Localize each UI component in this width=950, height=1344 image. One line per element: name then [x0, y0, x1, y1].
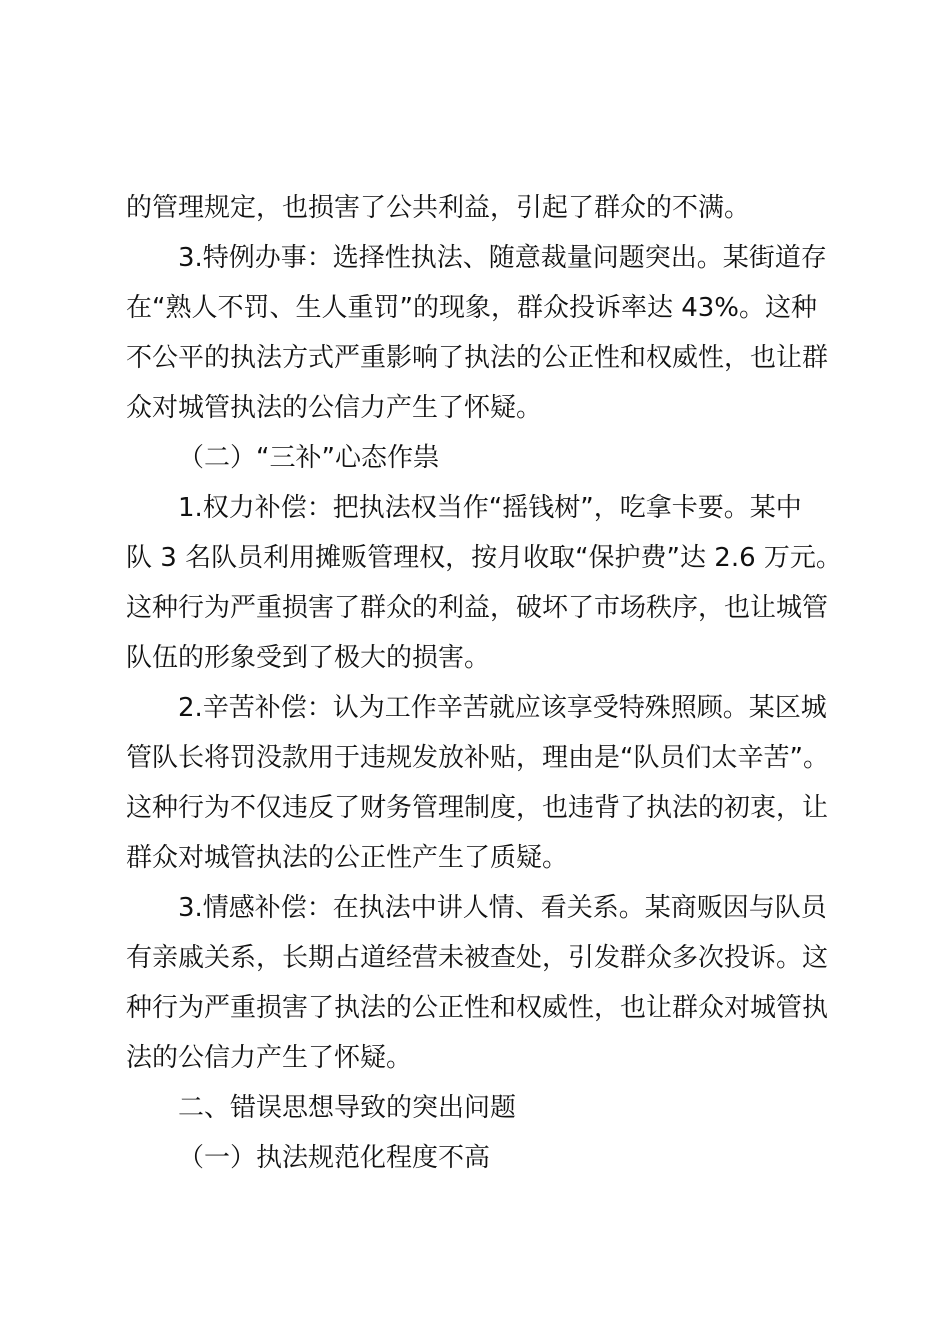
text-line: 这种行为不仅违反了财务管理制度，也违背了执法的初衷，让 — [126, 793, 829, 823]
section-heading: 二、错误思想导致的突出问题 — [178, 1093, 517, 1123]
text-line: 3.特例办事：选择性执法、随意裁量问题突出。某街道存 — [178, 243, 827, 273]
document-page — [126, 183, 846, 1183]
text-line: 在“熟人不罚、生人重罚”的现象，群众投诉率达 43%。这种 — [126, 293, 817, 323]
text-line: 队 3 名队员利用摊贩管理权，按月收取“保护费”达 2.6 万元。 — [126, 543, 842, 573]
section-heading: （二）“三补”心态作祟 — [178, 443, 439, 473]
text-line: 这种行为严重损害了群众的利益，破坏了市场秩序，也让城管 — [126, 593, 829, 623]
text-line: 2.辛苦补偿：认为工作辛苦就应该享受特殊照顾。某区城 — [178, 693, 827, 723]
text-line: 的管理规定，也损害了公共利益，引起了群众的不满。 — [126, 193, 751, 223]
text-line: 1.权力补偿：把执法权当作“摇钱树”，吃拿卡要。某中 — [178, 493, 802, 523]
text-line: 管队长将罚没款用于违规发放补贴，理由是“队员们太辛苦”。 — [126, 743, 829, 773]
text-line: 群众对城管执法的公正性产生了质疑。 — [126, 843, 569, 873]
text-line: 队伍的形象受到了极大的损害。 — [126, 643, 491, 673]
text-line: 3.情感补偿：在执法中讲人情、看关系。某商贩因与队员 — [178, 893, 827, 923]
text-line: 种行为严重损害了执法的公正性和权威性，也让群众对城管执 — [126, 993, 829, 1023]
text-line: 有亲戚关系，长期占道经营未被查处，引发群众多次投诉。这 — [126, 943, 829, 973]
section-heading: （一）执法规范化程度不高 — [178, 1143, 491, 1173]
text-line: 法的公信力产生了怀疑。 — [126, 1043, 413, 1073]
text-line: 不公平的执法方式严重影响了执法的公正性和权威性，也让群 — [126, 343, 829, 373]
text-line: 众对城管执法的公信力产生了怀疑。 — [126, 393, 543, 423]
